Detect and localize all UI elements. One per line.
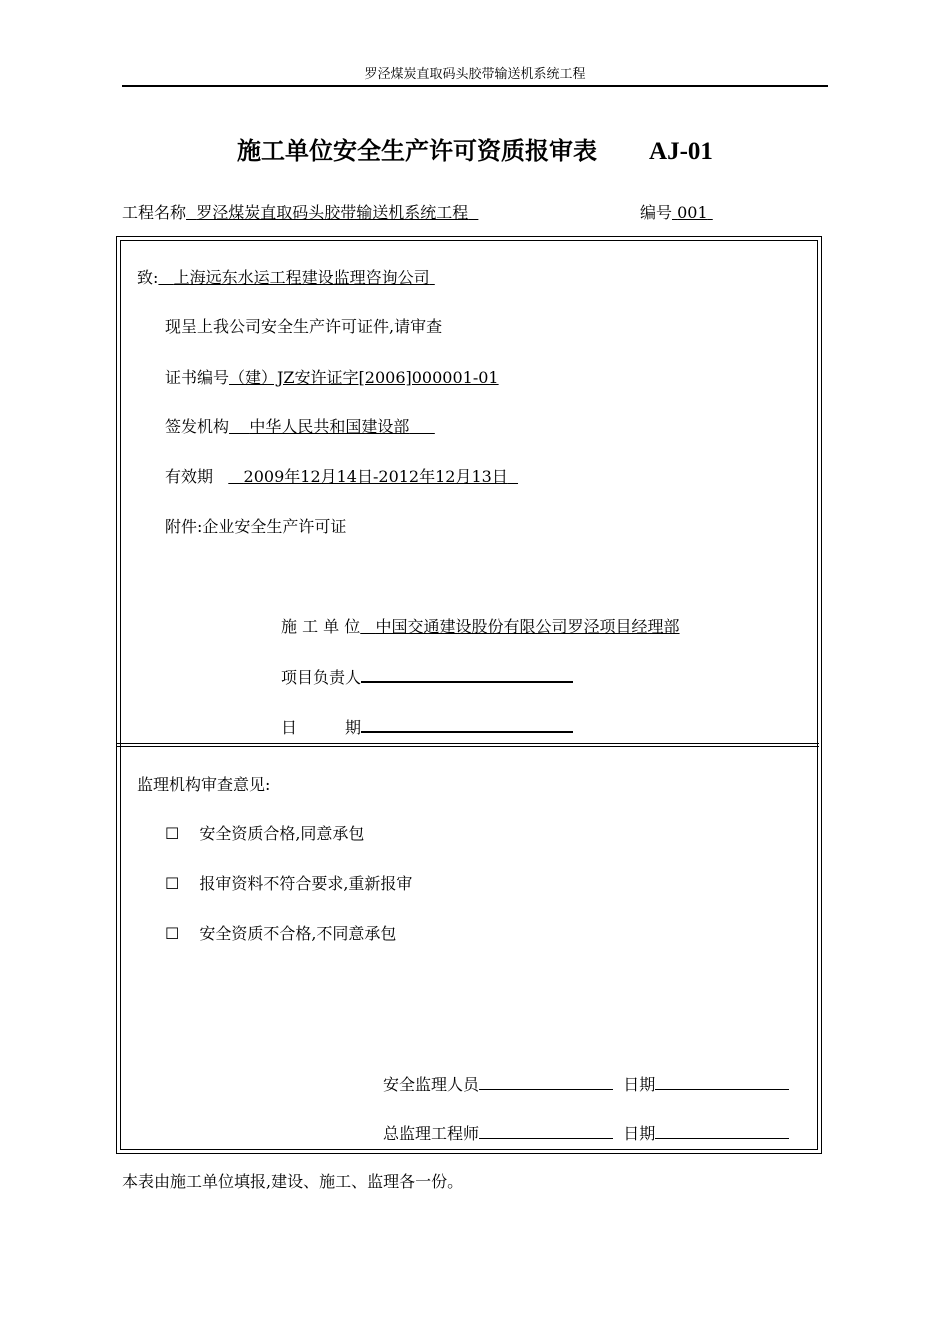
safety-supervisor-line[interactable] — [479, 1073, 613, 1090]
contractor-label: 施 工 单 位 — [281, 617, 361, 636]
number-field[interactable]: 001 — [677, 203, 708, 222]
safety-supervisor-date-label: 日期 — [623, 1075, 656, 1094]
date-label: 日 期 — [281, 718, 362, 737]
footer-note: 本表由施工单位填报,建设、施工、监理各一份。 — [122, 1172, 464, 1191]
review-heading: 监理机构审查意见: — [137, 775, 271, 794]
cert-number-field[interactable]: （建）JZ安许证字[2006]000001-01 — [229, 368, 499, 387]
intro-text: 现呈上我公司安全生产许可证件,请审查 — [165, 317, 443, 336]
manager-label: 项目负责人 — [281, 668, 362, 687]
attachment-text: 附件:企业安全生产许可证 — [165, 517, 347, 536]
review-option — [165, 873, 412, 895]
project-name-label: 工程名称 — [122, 203, 187, 222]
chief-engineer-row — [383, 1122, 789, 1145]
running-header: 罗泾煤炭直取码头胶带输送机系统工程 — [364, 67, 586, 82]
date-row — [281, 715, 573, 739]
chief-engineer-line[interactable] — [479, 1122, 613, 1139]
recipient-field[interactable]: 上海远东水运工程建设监理咨询公司 — [173, 268, 430, 287]
validity-field[interactable]: 2009年12月14日-2012年12月13日 — [243, 467, 508, 486]
chief-engineer-date-label: 日期 — [623, 1124, 656, 1143]
validity-label: 有效期 — [165, 467, 214, 486]
review-option — [165, 923, 396, 945]
manager-row — [281, 665, 573, 689]
safety-supervisor-date-line[interactable] — [655, 1073, 789, 1090]
document-title — [122, 135, 828, 168]
contractor-field[interactable]: 中国交通建设股份有限公司罗泾项目经理部 — [375, 617, 680, 636]
section-divider-inner — [117, 746, 819, 747]
header-rule — [122, 85, 828, 87]
manager-signature-line[interactable] — [361, 665, 573, 683]
project-name-field[interactable]: 罗泾煤炭直取码头胶带输送机系统工程 — [196, 203, 469, 222]
safety-supervisor-row — [383, 1073, 789, 1096]
cert-number-label: 证书编号 — [165, 368, 230, 387]
date-line[interactable] — [361, 715, 573, 733]
checkbox-icon[interactable]: ☐ — [165, 924, 180, 943]
issuer-field[interactable]: 中华人民共和国建设部 — [249, 417, 410, 436]
validity-row — [165, 466, 518, 488]
recipient-row — [137, 267, 435, 289]
review-option-label: 报审资料不符合要求,重新报审 — [199, 874, 413, 893]
chief-engineer-label: 总监理工程师 — [383, 1124, 480, 1143]
review-option — [165, 823, 364, 845]
review-option-label: 安全资质不合格,不同意承包 — [199, 924, 397, 943]
issuer-row — [165, 416, 435, 438]
issuer-label: 签发机构 — [165, 417, 230, 436]
cert-number-row — [165, 367, 499, 389]
contractor-row — [281, 616, 680, 638]
section-divider — [117, 743, 819, 744]
chief-engineer-date-line[interactable] — [655, 1122, 789, 1139]
checkbox-icon[interactable]: ☐ — [165, 824, 180, 843]
number-row — [640, 202, 713, 224]
number-label: 编号 — [640, 203, 673, 222]
recipient-label: 致: — [137, 268, 159, 287]
project-name-row — [122, 202, 478, 224]
safety-supervisor-label: 安全监理人员 — [383, 1075, 480, 1094]
checkbox-icon[interactable]: ☐ — [165, 874, 180, 893]
title-text: 施工单位安全生产许可资质报审表 — [237, 136, 598, 165]
review-option-label: 安全资质合格,同意承包 — [199, 824, 365, 843]
form-code: AJ-01 — [649, 138, 713, 165]
